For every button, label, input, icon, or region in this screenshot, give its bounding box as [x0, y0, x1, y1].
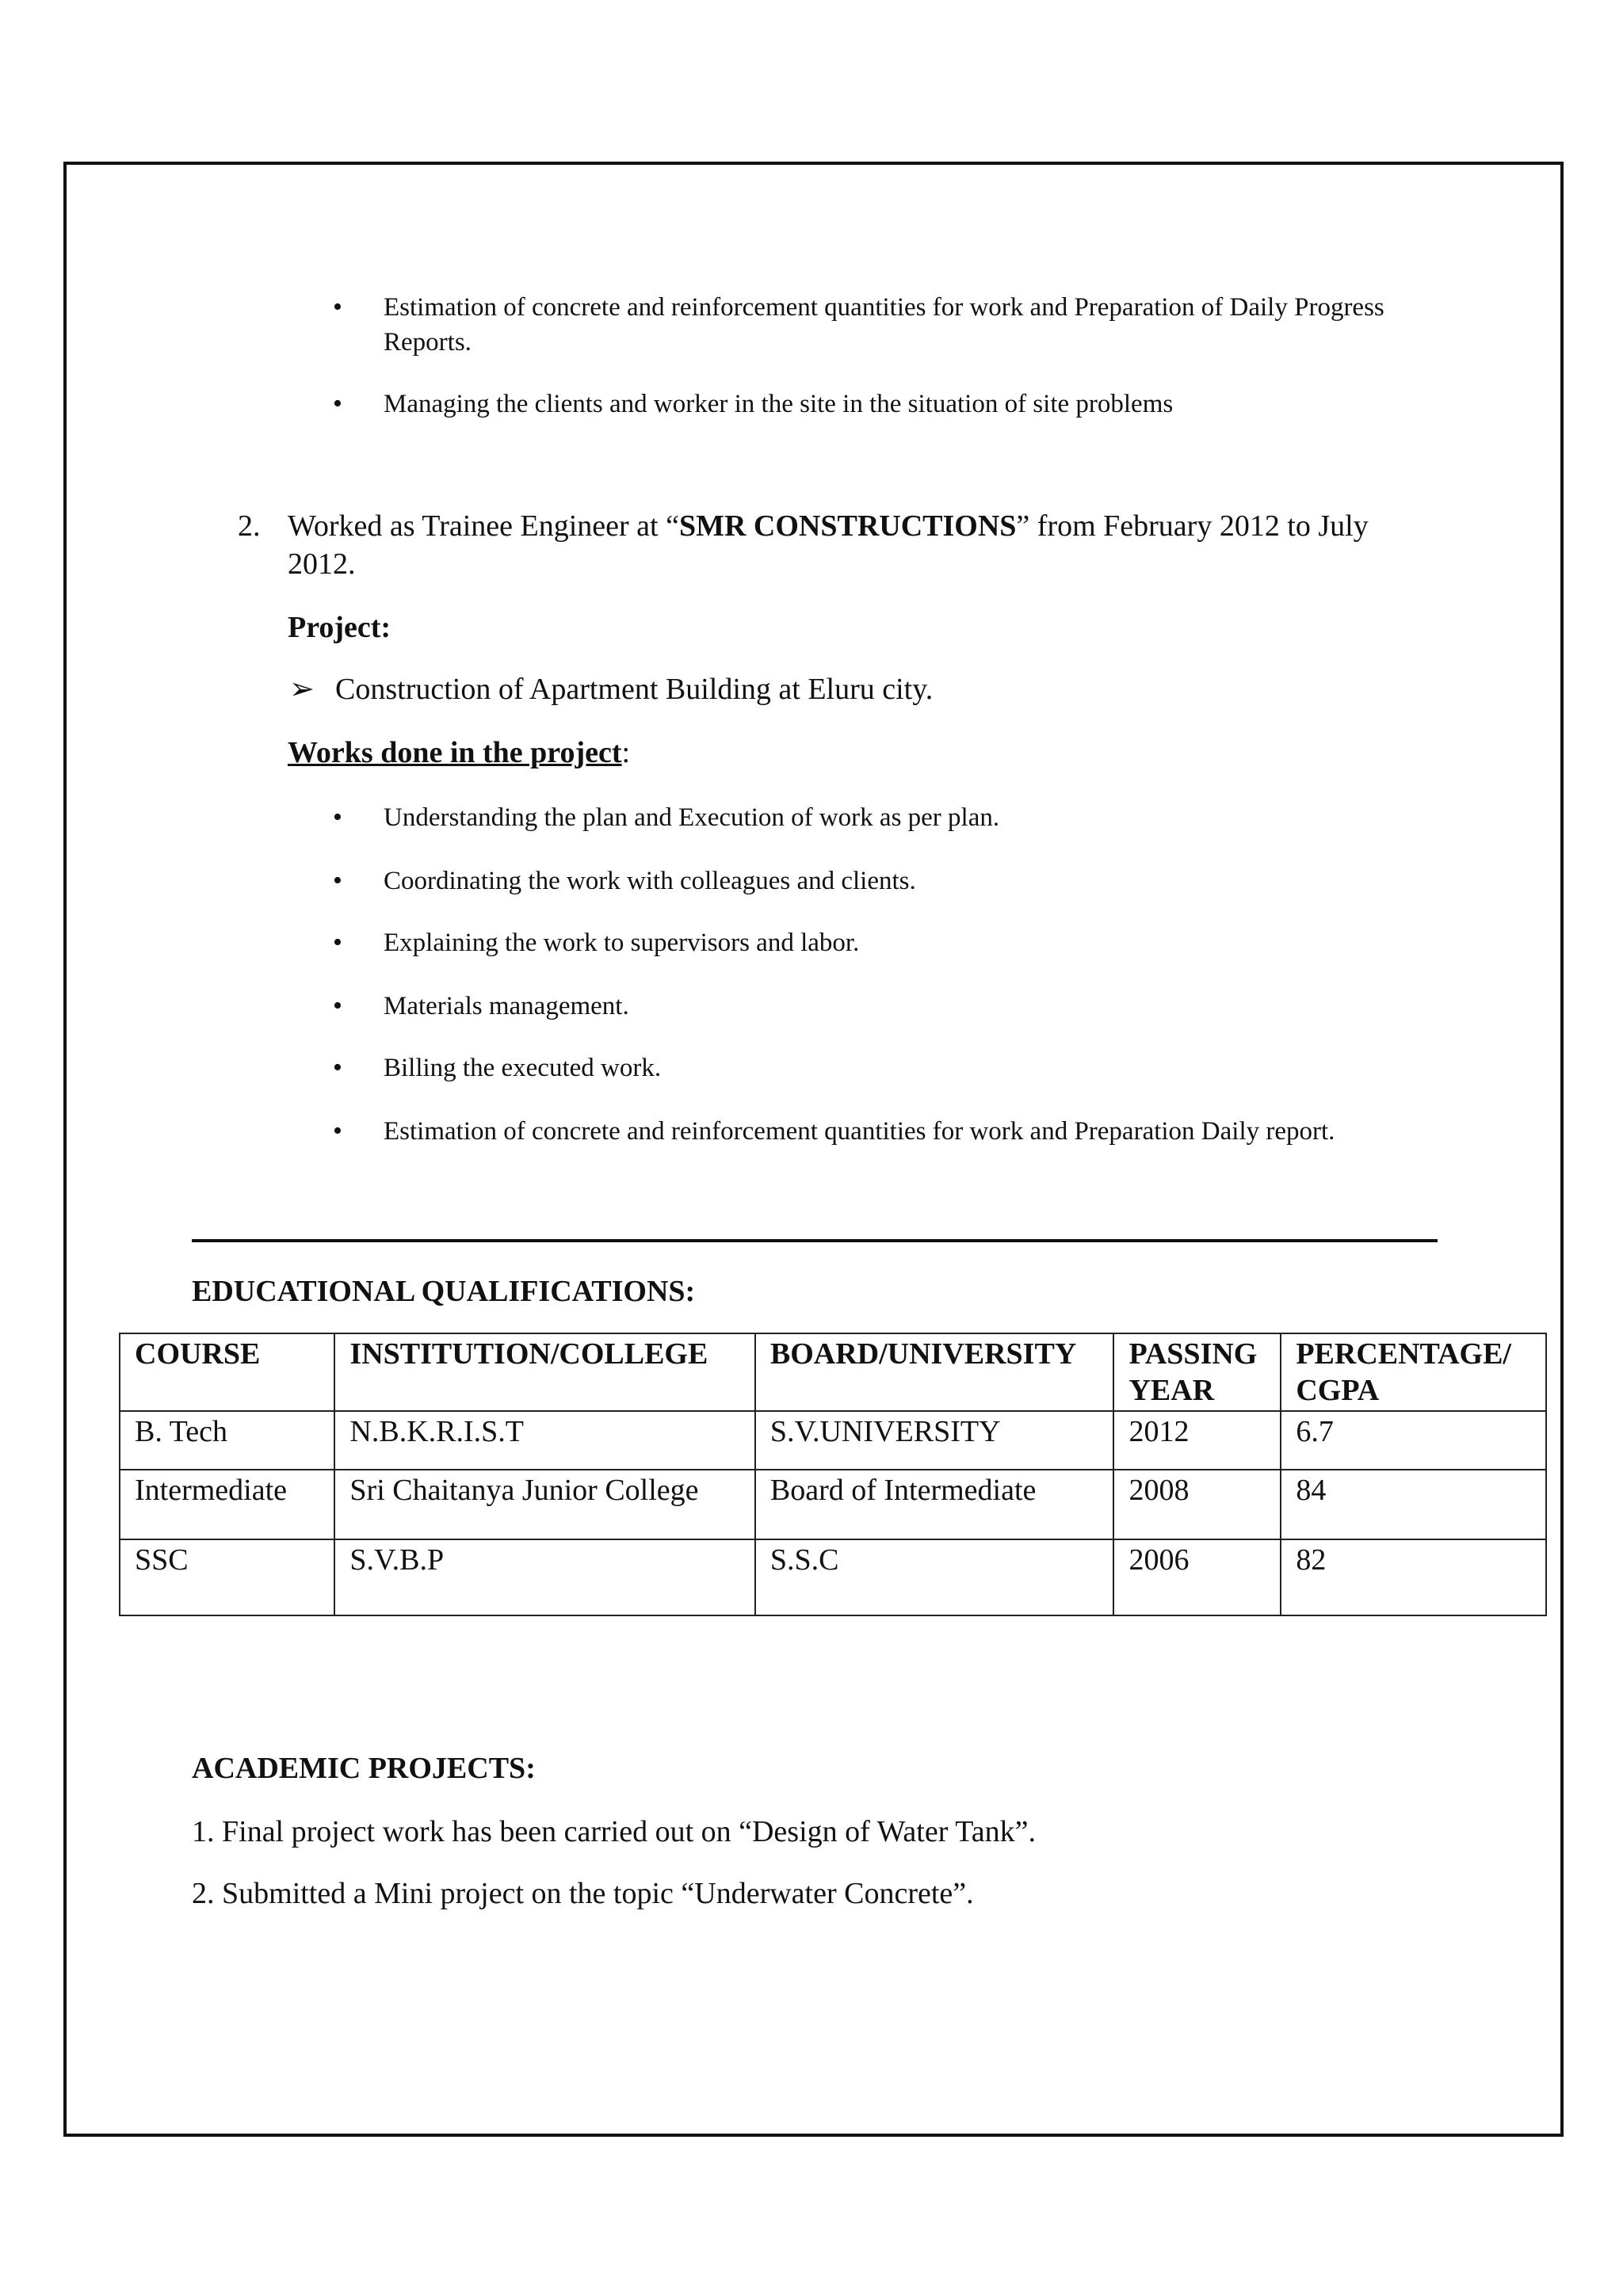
bullet-icon: •: [333, 991, 342, 1020]
table-cell: Intermediate: [120, 1470, 334, 1539]
list-item-text: Understanding the plan and Execution of work as per plan.: [384, 803, 1000, 832]
education-table: [119, 1333, 1547, 1616]
academic-heading-text: ACADEMIC PROJECTS:: [192, 1752, 536, 1785]
bullet-icon: •: [333, 389, 342, 418]
works-heading-text: Works done in the project: [288, 736, 622, 769]
column-header: INSTITUTION/COLLEGE: [334, 1333, 754, 1411]
column-header: BOARD/UNIVERSITY: [755, 1333, 1114, 1411]
job-number: 2.: [238, 509, 261, 543]
bullet-icon: •: [333, 1053, 342, 1082]
table-row: [120, 1470, 1546, 1539]
academic-heading: [192, 1749, 536, 1787]
list-item-text: Materials management.: [384, 992, 629, 1020]
education-heading: [192, 1272, 695, 1310]
column-header: PASSING YEAR: [1113, 1333, 1281, 1411]
table-cell: S.S.C: [755, 1539, 1114, 1615]
bullet-icon: •: [333, 866, 342, 895]
section-divider: [192, 1239, 1438, 1242]
list-item-text: Billing the executed work.: [384, 1054, 662, 1082]
table-cell: 84: [1281, 1470, 1546, 1539]
table-cell: N.B.K.R.I.S.T: [334, 1411, 754, 1470]
project-heading: [288, 608, 391, 646]
table-cell: S.V.UNIVERSITY: [755, 1411, 1114, 1470]
arrow-icon: ➢: [289, 673, 315, 706]
bullet-icon: •: [333, 1116, 342, 1146]
table-cell: 82: [1281, 1539, 1546, 1615]
company-name: SMR CONSTRUCTIONS: [678, 509, 1017, 543]
list-item-text: Explaining the work to supervisors and labor.: [384, 929, 860, 957]
works-heading: [288, 734, 630, 772]
table-cell: 2008: [1113, 1470, 1281, 1539]
list-item-text: Coordinating the work with colleagues and clients.: [384, 867, 916, 895]
table-row: [120, 1539, 1546, 1615]
bullet-icon: •: [333, 292, 342, 322]
table-cell: Sri Chaitanya Junior College: [334, 1470, 754, 1539]
project-name: Construction of Apartment Building at Eluru city.: [335, 673, 934, 706]
job-suffix: ” from February 2012 to July 2012.: [288, 509, 1369, 581]
project-heading-text: Project:: [288, 611, 391, 644]
bullet-icon: •: [333, 803, 342, 832]
table-cell: 2012: [1113, 1411, 1281, 1470]
list-item-text: Estimation of concrete and reinforcement quantities for work and Preparation Daily report.: [384, 1117, 1335, 1146]
table-cell: S.V.B.P: [334, 1539, 754, 1615]
job-description: [288, 507, 1413, 583]
table-cell: B. Tech: [120, 1411, 334, 1470]
table-cell: 6.7: [1281, 1411, 1546, 1470]
column-header: COURSE: [120, 1333, 334, 1411]
table-header-row: [120, 1333, 1546, 1411]
list-item-text: Estimation of concrete and reinforcement quantities for work and Preparation of Daily Progress Reports.: [384, 293, 1384, 357]
academic-item: 1. Final project work has been carried out on “Design of Water Tank”.: [192, 1815, 1036, 1848]
job-prefix: Worked as Trainee Engineer at “: [288, 509, 679, 543]
education-heading-text: EDUCATIONAL QUALIFICATIONS:: [192, 1275, 696, 1308]
table-cell: Board of Intermediate: [755, 1470, 1114, 1539]
column-header: PERCENTAGE/ CGPA: [1281, 1333, 1546, 1411]
works-heading-colon: :: [621, 736, 631, 769]
table-cell: SSC: [120, 1539, 334, 1615]
table-cell: 2006: [1113, 1539, 1281, 1615]
academic-item: 2. Submitted a Mini project on the topic “Underwater Concrete”.: [192, 1877, 974, 1910]
table-row: [120, 1411, 1546, 1470]
bullet-icon: •: [333, 928, 342, 957]
list-item-text: Managing the clients and worker in the site in the situation of site problems: [384, 390, 1174, 418]
